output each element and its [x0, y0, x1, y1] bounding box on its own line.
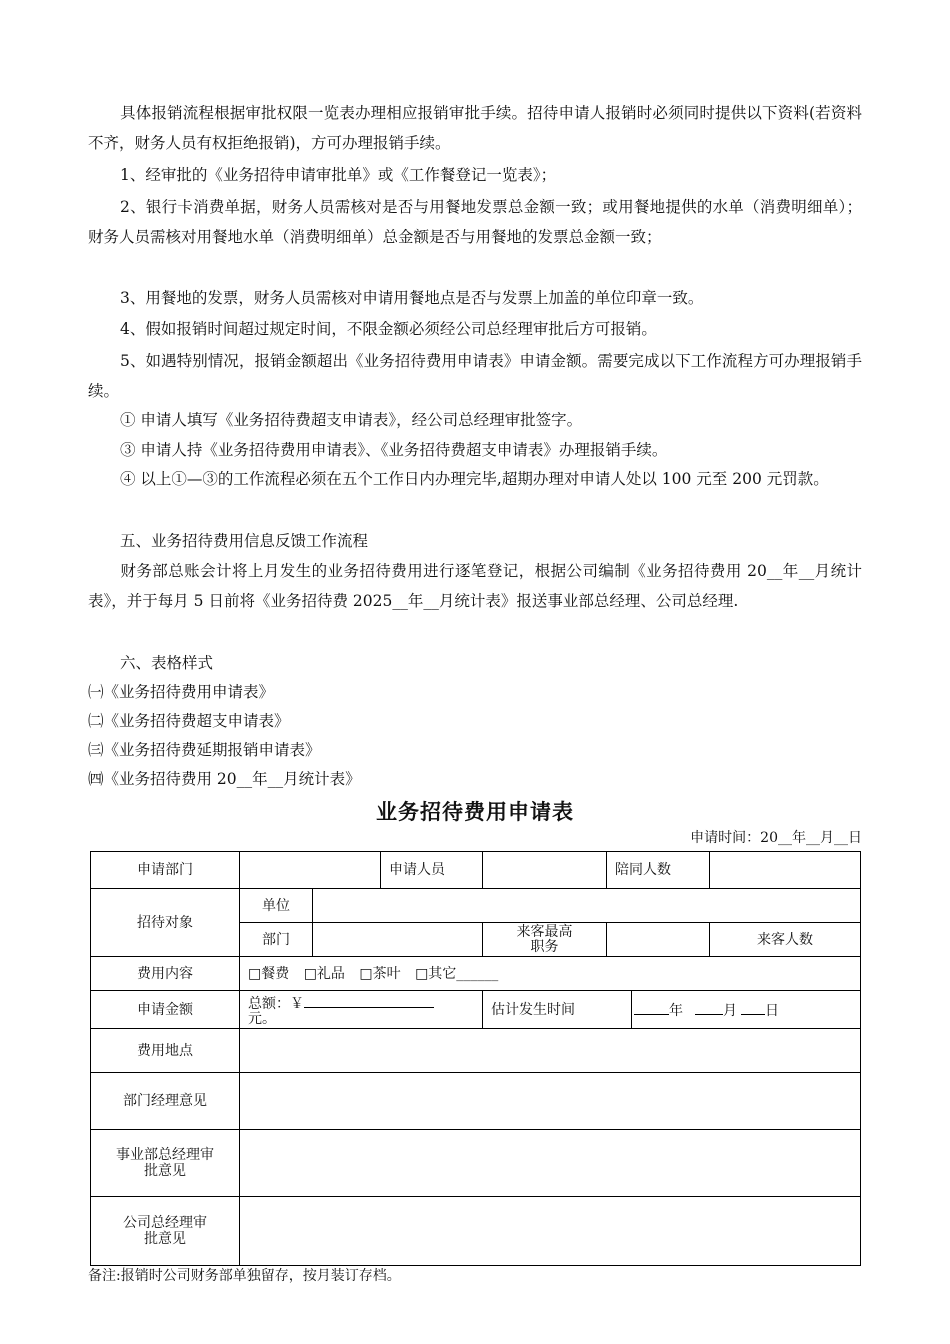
item-2: 2、银行卡消费单据，财务人员需核对是否与用餐地发票总金额一致；或用餐地提供的水单（消费明细单）；财务人员需核对用餐地水单（消费明细单）总金额是否与用餐地的发票总金额一致； — [88, 198, 862, 246]
option-meal-checkbox[interactable]: □餐费 — [248, 965, 290, 982]
unit-field[interactable] — [313, 889, 861, 923]
form-title: 业务招待费用申请表 — [376, 800, 574, 824]
dept-label: 申请部门 — [91, 852, 240, 889]
guest-title-field[interactable] — [607, 923, 710, 957]
target-label: 招待对象 — [91, 889, 240, 957]
option-gift-checkbox[interactable]: □礼品 — [303, 965, 345, 982]
location-label: 费用地点 — [91, 1029, 240, 1073]
step-3: ③ 申请人持《业务招待费用申请表》、《业务招待费超支申请表》办理报销手续。 — [120, 441, 668, 459]
division-gm-label: 事业部总经理审批意见 — [91, 1130, 240, 1197]
section-5-heading: 五、业务招待费用信息反馈工作流程 — [120, 532, 369, 550]
applicant-field[interactable] — [483, 852, 607, 889]
form-list-item: ㈣《业务招待费用 20__年__月统计表》 — [88, 770, 361, 788]
applicant-label: 申请人员 — [381, 852, 483, 889]
application-form-table — [90, 851, 861, 1266]
unit-label: 单位 — [240, 889, 313, 923]
item-5: 5、如遇特别情况，报销金额超出《业务招待费用申请表》申请金额。需要完成以下工作流程方可办理报销手续。 — [88, 352, 862, 400]
location-field[interactable] — [240, 1029, 861, 1073]
item-1: 1、经审批的《业务招待申请审批单》或《工作餐登记一览表》； — [120, 166, 557, 184]
intro-paragraph: 具体报销流程根据审批权限一览表办理相应报销审批手续。招待申请人报销时必须同时提供以下资料(若资料不齐，财务人员有权拒绝报销)，方可办理报销手续。 — [88, 104, 862, 152]
amount-field[interactable]: 总额：￥ 元。 — [240, 991, 483, 1029]
form-list-item: ㈢《业务招待费延期报销申请表》 — [88, 741, 321, 759]
expense-options — [240, 957, 861, 991]
step-1: ① 申请人填写《业务招待费超支申请表》，经公司总经理审批签字。 — [120, 411, 583, 429]
guest-title-label: 来客最高职务 — [483, 923, 607, 957]
time-label: 估计发生时间 — [483, 991, 632, 1029]
apply-time: 申请时间：20__年__月__日 — [690, 830, 862, 846]
option-other-checkbox[interactable]: □其它______ — [415, 965, 499, 982]
division-gm-field[interactable] — [240, 1130, 861, 1197]
dept-manager-label: 部门经理意见 — [91, 1073, 240, 1130]
form-list-item: ㈡《业务招待费超支申请表》 — [88, 712, 290, 730]
department-label: 部门 — [240, 923, 313, 957]
companions-field[interactable] — [710, 852, 861, 889]
item-4: 4、假如报销时间超过规定时间，不限金额必须经公司总经理审批后方可报销。 — [120, 320, 657, 338]
guest-count-label: 来客人数 — [710, 923, 861, 957]
expense-label: 费用内容 — [91, 957, 240, 991]
option-tea-checkbox[interactable]: □茶叶 — [359, 965, 401, 982]
company-gm-field[interactable] — [240, 1197, 861, 1266]
footer-note: 备注:报销时公司财务部单独留存，按月装订存档。 — [88, 1268, 401, 1284]
step-4: ④ 以上①—③的工作流程必须在五个工作日内办理完毕,超期办理对申请人处以 100 元至 200 元罚款。 — [120, 470, 829, 488]
companions-label: 陪同人数 — [607, 852, 710, 889]
form-list-item: ㈠《业务招待费用申请表》 — [88, 683, 275, 701]
amount-label: 申请金额 — [91, 991, 240, 1029]
section-6-heading: 六、表格样式 — [120, 654, 214, 672]
amount-blank — [304, 993, 434, 1008]
item-3: 3、用餐地的发票，财务人员需核对申请用餐地点是否与发票上加盖的单位印章一致。 — [120, 289, 704, 307]
time-field[interactable]: 年 月 日 — [632, 991, 861, 1029]
dept-field[interactable] — [240, 852, 381, 889]
section-5-text: 财务部总账会计将上月发生的业务招待费用进行逐笔登记，根据公司编制《业务招待费用 20__年__月统计表》，并于每月 5 日前将《业务招待费 2025__年__月统计表》报送事业部总经理、公司总经理. — [88, 562, 862, 610]
company-gm-label: 公司总经理审批意见 — [91, 1197, 240, 1266]
department-field[interactable] — [313, 923, 483, 957]
dept-manager-field[interactable] — [240, 1073, 861, 1130]
